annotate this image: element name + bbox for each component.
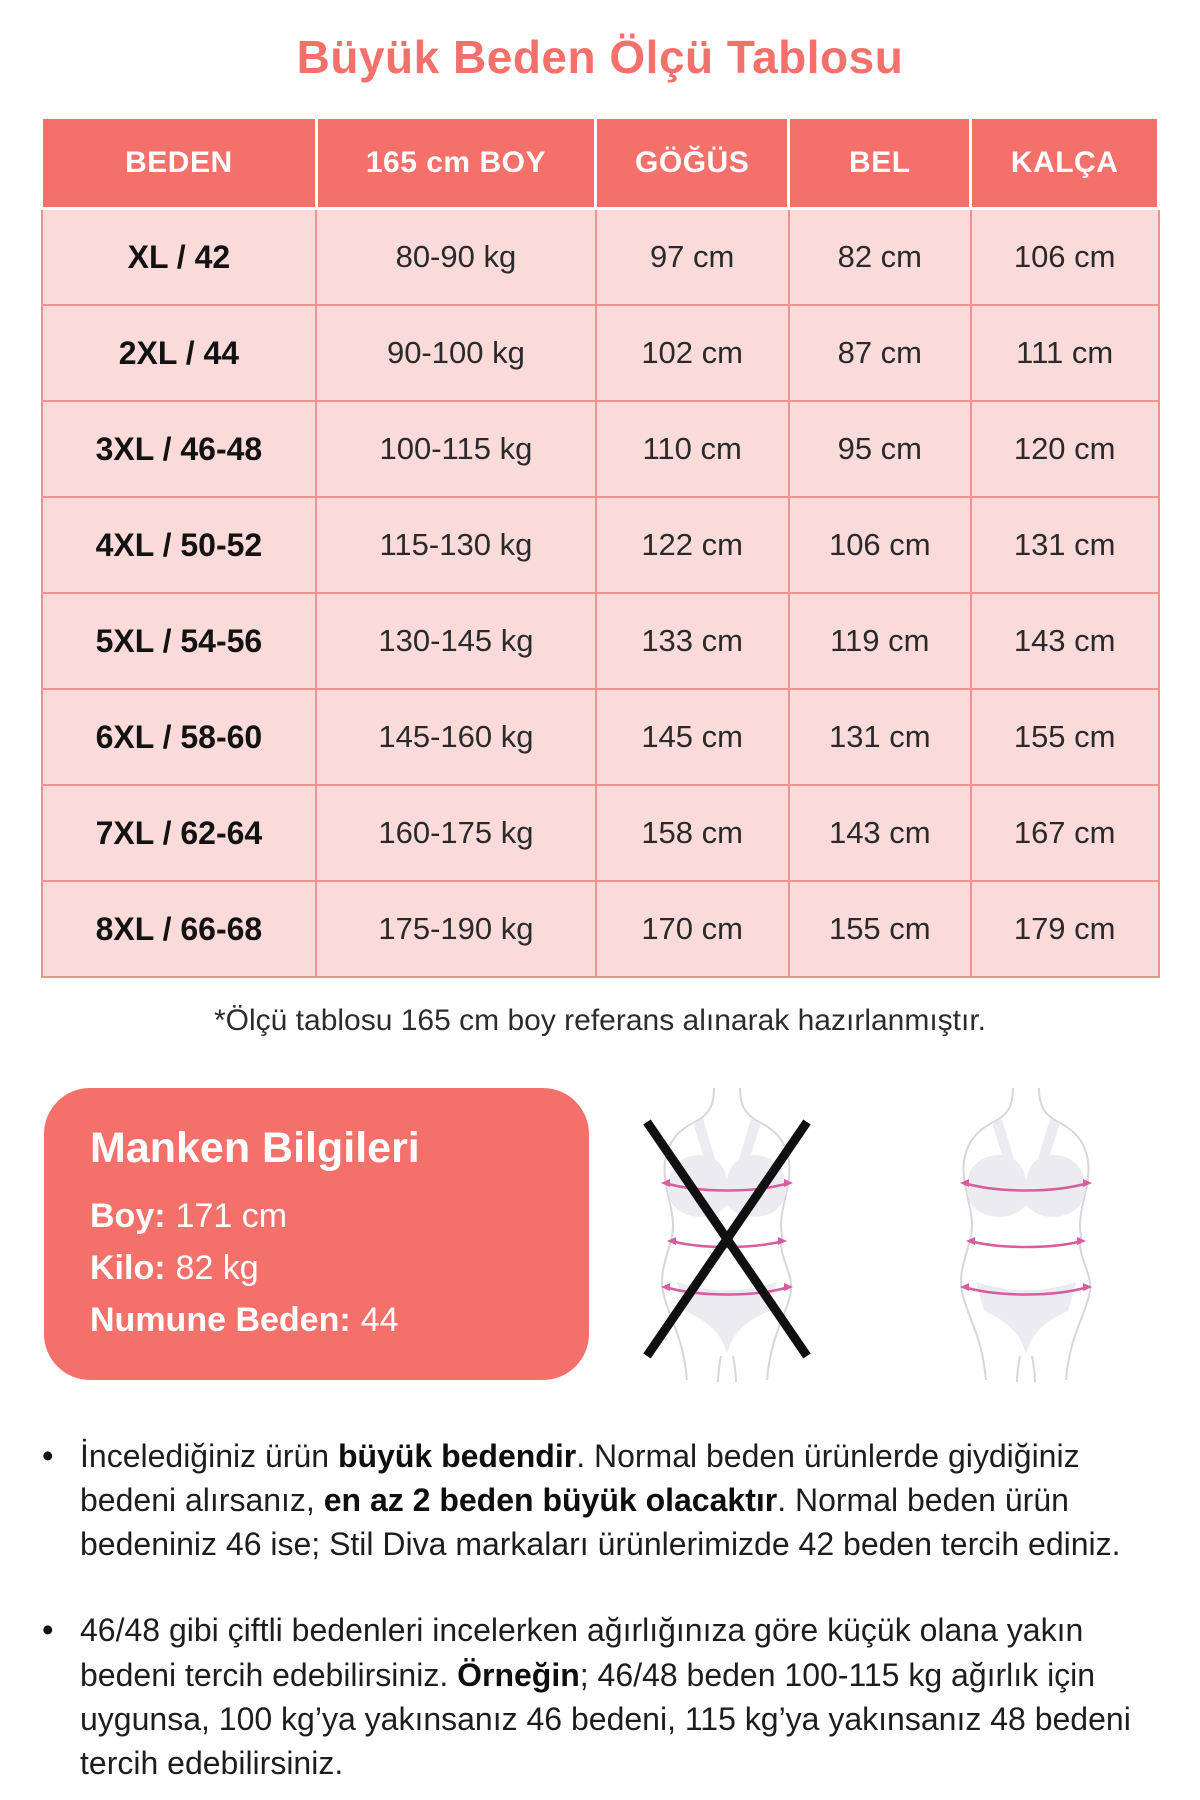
measurement-cell: 155 cm — [971, 689, 1159, 785]
size-label-cell: 2XL / 44 — [42, 305, 317, 401]
measurement-cell: 155 cm — [789, 881, 971, 977]
body-figure-icon — [916, 1084, 1136, 1384]
measurement-cell: 119 cm — [789, 593, 971, 689]
size-label-cell: 6XL / 58-60 — [42, 689, 317, 785]
size-label-cell: 4XL / 50-52 — [42, 497, 317, 593]
measurement-cell: 87 cm — [789, 305, 971, 401]
measurement-cell: 111 cm — [971, 305, 1159, 401]
size-label-cell: 3XL / 46-48 — [42, 401, 317, 497]
note-item: • İncelediğiniz ürün büyük bedendir. Normal beden ürünlerde giydiğiniz bedeni alırsanız, en az 2 beden büyük olacaktır. Normal beden ürün bedeniniz 46 ise; Stil Diva markaları ürünlerimizde 42 beden tercih ediniz. — [40, 1434, 1155, 1566]
crossed-body-figure-icon — [617, 1084, 837, 1384]
measurement-cell: 175-190 kg — [316, 881, 595, 977]
measurement-cell: 80-90 kg — [316, 209, 595, 306]
bullet-marker: • — [42, 1437, 54, 1474]
measurement-cell: 130-145 kg — [316, 593, 595, 689]
measurement-cell: 100-115 kg — [316, 401, 595, 497]
model-info-card — [44, 1088, 589, 1380]
measurement-cell: 131 cm — [789, 689, 971, 785]
measurement-cell: 145 cm — [596, 689, 789, 785]
measurement-cell: 145-160 kg — [316, 689, 595, 785]
model-height-line: Boy: 171 cm — [90, 1197, 288, 1235]
correct-figure-wrap — [916, 1084, 1160, 1384]
size-table — [40, 116, 1160, 978]
measurement-cell: 102 cm — [596, 305, 789, 401]
header-cell-beden: BEDEN — [42, 118, 317, 209]
header-cell-boy: 165 cm BOY — [316, 118, 595, 209]
table-row — [42, 209, 1159, 306]
model-weight-line: Kilo: 82 kg — [90, 1249, 259, 1287]
table-row — [42, 593, 1159, 689]
header-cell-bel: BEL — [789, 118, 971, 209]
measurement-cell: 160-175 kg — [316, 785, 595, 881]
measurement-figures — [613, 1084, 1164, 1384]
table-row — [42, 497, 1159, 593]
notes-list — [40, 1434, 1160, 1785]
size-label-cell: 8XL / 66-68 — [42, 881, 317, 977]
measurement-cell: 158 cm — [596, 785, 789, 881]
measurement-cell: 143 cm — [971, 593, 1159, 689]
table-row — [42, 401, 1159, 497]
table-footnote: *Ölçü tablosu 165 cm boy referans alınarak hazırlanmıştır. — [213, 1004, 987, 1037]
model-height-value: 171 cm — [175, 1197, 288, 1235]
model-info-title: Manken Bilgileri — [90, 1124, 420, 1172]
table-row — [42, 881, 1159, 977]
note-item: • 46/48 gibi çiftli bedenleri incelerken ağırlığınıza göre küçük olana yakın bedeni tercih edebilirsiniz. Örneğin; 46/48 beden 100-115 kg ağırlık için uygunsa, 100 kg’ya yakınsanız 46 bedeni, 115 kg’ya yakınsanız 48 bedeni tercih edebilirsiniz. — [40, 1608, 1155, 1785]
measurement-cell: 170 cm — [596, 881, 789, 977]
model-height-label: Boy — [90, 1197, 155, 1235]
header-row — [42, 118, 1159, 209]
table-row — [42, 305, 1159, 401]
model-sample-size-line: Numune Beden: 44 — [90, 1301, 399, 1339]
measurement-cell: 131 cm — [971, 497, 1159, 593]
measurement-cell: 179 cm — [971, 881, 1159, 977]
measurement-cell: 133 cm — [596, 593, 789, 689]
measurement-cell: 97 cm — [596, 209, 789, 306]
size-label-cell: XL / 42 — [42, 209, 317, 306]
measurement-cell: 143 cm — [789, 785, 971, 881]
size-table-header — [42, 118, 1159, 209]
size-label-cell: 5XL / 54-56 — [42, 593, 317, 689]
header-cell-gogus: GÖĞÜS — [596, 118, 789, 209]
measurement-cell: 110 cm — [596, 401, 789, 497]
measurement-cell: 122 cm — [596, 497, 789, 593]
header-cell-kalca: KALÇA — [971, 118, 1159, 209]
model-sample-size-value: 44 — [360, 1301, 399, 1339]
size-label-cell: 7XL / 62-64 — [42, 785, 317, 881]
bullet-marker: • — [42, 1611, 54, 1649]
measurement-cell: 106 cm — [971, 209, 1159, 306]
model-sample-size-label: Numune Beden — [90, 1301, 340, 1339]
table-row — [42, 689, 1159, 785]
page-title: Büyük Beden Ölçü Tablosu — [296, 31, 904, 83]
measurement-cell: 106 cm — [789, 497, 971, 593]
crossed-figure-wrap — [617, 1084, 861, 1384]
model-weight-label: Kilo — [90, 1249, 155, 1287]
measurement-cell: 82 cm — [789, 209, 971, 306]
table-row — [42, 785, 1159, 881]
measurement-cell: 115-130 kg — [316, 497, 595, 593]
model-weight-value: 82 kg — [175, 1249, 259, 1287]
measurement-cell: 167 cm — [971, 785, 1159, 881]
measurement-cell: 120 cm — [971, 401, 1159, 497]
measurement-cell: 90-100 kg — [316, 305, 595, 401]
measurement-cell: 95 cm — [789, 401, 971, 497]
model-info-section — [44, 1084, 1164, 1384]
size-table-body — [42, 209, 1159, 978]
